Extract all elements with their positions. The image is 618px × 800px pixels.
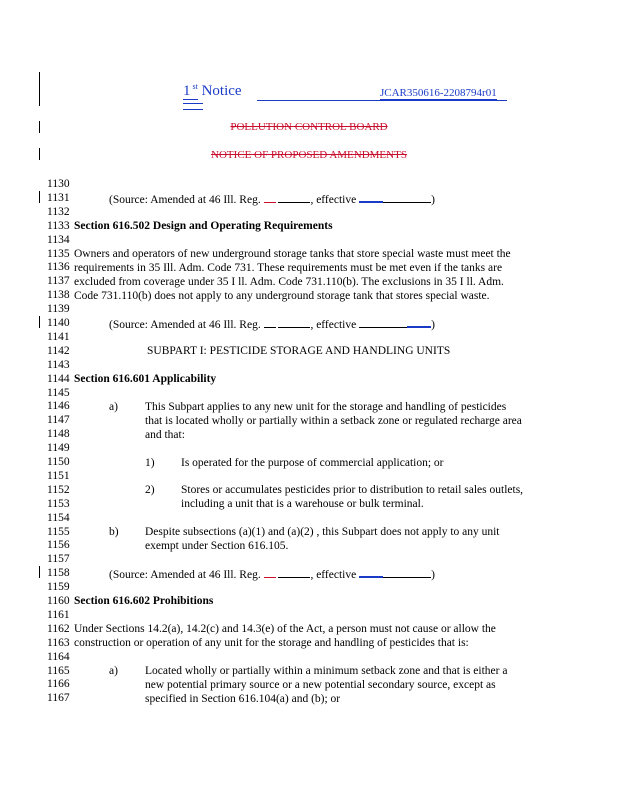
line-number: 1151 [47, 469, 70, 482]
change-bar [39, 72, 40, 106]
body-text: Is operated for the purpose of commercial application; or [181, 457, 444, 469]
item-label: 2) [145, 484, 155, 496]
body-text: Stores or accumulates pesticides prior to distribution to retail sales outlets, [181, 484, 524, 496]
line-number: 1165 [47, 664, 70, 677]
line-number: 1139 [47, 303, 70, 316]
line-number: 1141 [47, 330, 70, 343]
body-text: exempt under Section 616.105. [145, 540, 289, 552]
line-number: 1156 [47, 539, 70, 552]
line-number: 1143 [47, 358, 70, 371]
line-number: 1150 [47, 456, 70, 468]
line-number: 1154 [47, 511, 70, 524]
source-note: (Source: Amended at 46 Ill. Reg. , effective ) [109, 316, 435, 332]
notice-double-underline [183, 103, 203, 110]
line-number: 1136 [47, 261, 70, 274]
body-text: Under Sections 14.2(a), 14.2(c) and 14.3(e) of the Act, a person must not cause or allow the [74, 623, 496, 635]
subpart-heading: SUBPART I: PESTICIDE STORAGE AND HANDLING UNITS [147, 345, 451, 357]
change-bar [39, 566, 40, 578]
body-text: specified in Section 616.104(a) and (b); or [145, 693, 341, 705]
line-number: 1135 [47, 247, 70, 260]
change-bar [39, 191, 40, 203]
source-note: (Source: Amended at 46 Ill. Reg. , effective ) [109, 566, 435, 582]
line-number: 1145 [47, 386, 70, 399]
body-text: Owners and operators of new underground storage tanks that store special waste must meet the [74, 248, 511, 260]
notice-underline [257, 100, 507, 101]
line-number: 1164 [47, 650, 70, 663]
item-label: a) [109, 665, 118, 677]
item-label: b) [109, 526, 119, 538]
item-label: 1) [145, 457, 155, 469]
line-number: 1161 [47, 608, 70, 621]
line-number: 1153 [47, 497, 70, 510]
line-number: 1131 [47, 191, 70, 204]
jcar-id: JCAR350616-2208794r01 [380, 87, 497, 99]
body-text: Despite subsections (a)(1) and (a)(2) , this Subpart does not apply to any unit [145, 526, 500, 538]
line-number: 1158 [47, 567, 70, 580]
line-number: 1160 [47, 595, 70, 607]
line-number: 1157 [47, 553, 70, 566]
line-number: 1152 [47, 483, 70, 496]
line-number: 1147 [47, 414, 70, 427]
line-number: 1137 [47, 275, 70, 288]
line-number: 1163 [47, 636, 70, 649]
line-number: 1138 [47, 289, 70, 302]
line-number: 1146 [47, 400, 70, 413]
body-text: This Subpart applies to any new unit for the storage and handling of pesticides [145, 401, 507, 413]
line-number: 1162 [47, 622, 70, 635]
body-text: construction or operation of any unit for the storage and handling of pesticides that is: [74, 637, 469, 649]
notice-heading: NOTICE OF PROPOSED AMENDMENTS [211, 149, 407, 161]
body-text: including a unit that is a warehouse or bulk terminal. [181, 498, 424, 510]
board-name: POLLUTION CONTROL BOARD [230, 121, 388, 133]
item-label: a) [109, 401, 118, 413]
body-text: that is located wholly or partially within a setback zone or regulated recharge area [145, 415, 522, 427]
source-note: (Source: Amended at 46 Ill. Reg. , effective ) [109, 191, 435, 207]
notice-title: 1 $^{st}$ Notice [183, 82, 242, 99]
line-number: 1148 [47, 428, 70, 441]
line-number: 1149 [47, 442, 70, 455]
section-heading: Section 616.602 Prohibitions [74, 595, 214, 607]
line-number: 1159 [47, 581, 70, 594]
line-number: 1155 [47, 525, 70, 538]
line-number: 1167 [47, 692, 70, 705]
line-number: 1144 [47, 372, 70, 385]
line-number: 1132 [47, 205, 70, 218]
line-number: 1166 [47, 678, 70, 691]
line-number: 1130 [47, 178, 70, 190]
line-number: 1133 [47, 219, 70, 232]
line-number: 1134 [47, 233, 70, 246]
section-heading: Section 616.502 Design and Operating Requirements [74, 220, 333, 232]
section-heading: Section 616.601 Applicability [74, 373, 217, 385]
body-text: excluded from coverage under 35 I ll. Adm. Code 731.110(b). The exclusions in 35 I ll. Adm. [74, 276, 504, 288]
body-text: and that: [145, 429, 185, 441]
body-text: requirements in 35 Ill. Adm. Code 731. These requirements must be met even if the tanks are [74, 262, 503, 274]
line-number: 1142 [47, 344, 70, 357]
change-bar [39, 316, 40, 328]
line-number: 1140 [47, 317, 70, 329]
body-text: Code 731.110(b) does not apply to any underground storage tank that stores special waste. [74, 290, 490, 302]
body-text: new potential primary source or a new potential secondary source, except as [145, 679, 496, 691]
body-text: Located wholly or partially within a minimum setback zone and that is either a [145, 665, 508, 677]
